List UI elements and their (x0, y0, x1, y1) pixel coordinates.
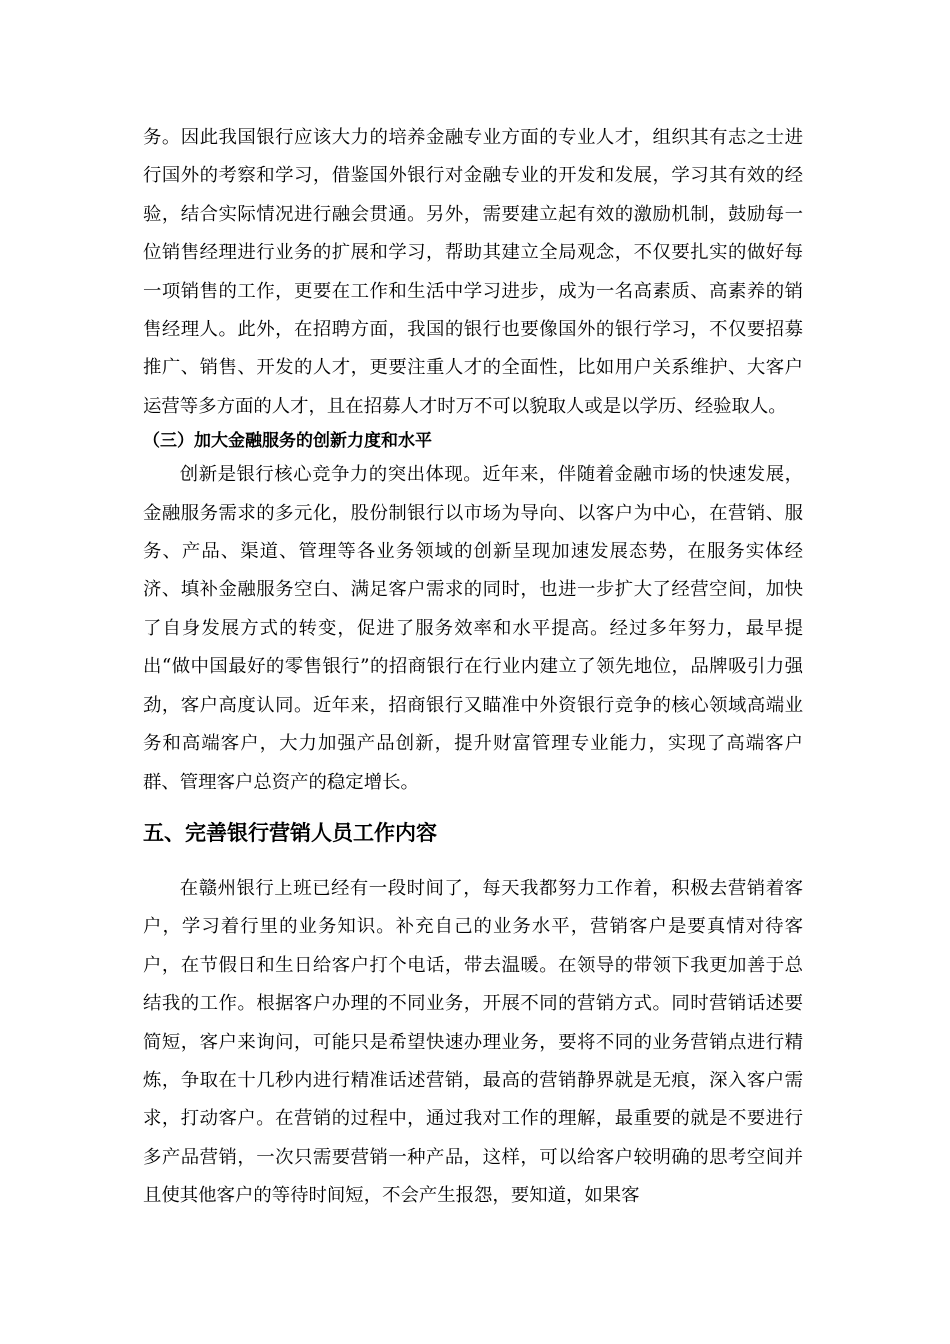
section-heading-5: 五、完善银行营销人员工作内容 (143, 820, 437, 845)
document-page (143, 119, 803, 1216)
body-paragraph-2: 创新是银行核心竞争力的突出体现。近年来，伴随着金融市场的快速发展，金融服务需求的多元化，股份制银行以市场为导向、以客户为中心，在营销、服务、产品、渠道、管理等各业务领域的创新呈现加速发展态势，在服务实体经济、填补金融服务空白、满足客户需求的同时，也进一步扩大了经营空间，加快了自身发展方式的转变，促进了服务效率和水平提高。经过多年努力，最早提出“做中国最好的零售银行”的招商银行在行业内建立了领先地位，品牌吸引力强劲，客户高度认同。近年来，招商银行又瞄准中外资银行竞争的核心领域高端业务和高端客户，大力加强产品创新，提升财富管理专业能力，实现了高端客户群、管理客户总资产的稳定增长。 (143, 464, 803, 793)
body-paragraph-1: 务。因此我国银行应该大力的培养金融专业方面的专业人才，组织其有志之士进行国外的考察和学习，借鉴国外银行对金融专业的开发和发展，学习其有效的经验，结合实际情况进行融会贯通。另外，需要建立起有效的激励机制，鼓励每一位销售经理进行业务的扩展和学习，帮助其建立全局观念，不仅要扎实的做好每一项销售的工作，更要在工作和生活中学习进步，成为一名高素质、高素养的销售经理人。此外，在招聘方面，我国的银行也要像国外的银行学习，不仅要招募推广、销售、开发的人才，更要注重人才的全面性，比如用户关系维护、大客户运营等多方面的人才，且在招募人才时万不可以貌取人或是以学历、经验取人。 (143, 127, 803, 417)
subheading-innovation: （三）加大金融服务的创新力度和水平 (143, 431, 432, 452)
body-paragraph-3: 在赣州银行上班已经有一段时间了，每天我都努力工作着，积极去营销着客户，学习着行里的业务知识。补充自己的业务水平，营销客户是要真情对待客户，在节假日和生日给客户打个电话，带去温暖。在领导的带领下我更加善于总结我的工作。根据客户办理的不同业务，开展不同的营销方式。同时营销话述要简短，客户来询问，可能只是希望快速办理业务，要将不同的业务营销点进行精炼，争取在十几秒内进行精准话述营销，最高的营销静界就是无痕，深入客户需求，打动客户。在营销的过程中，通过我对工作的理解，最重要的就是不要进行多产品营销，一次只需要营销一种产品，这样，可以给客户较明确的思考空间并且使其他客户的等待时间短，不会产生报怨，要知道，如果客 (143, 877, 803, 1207)
